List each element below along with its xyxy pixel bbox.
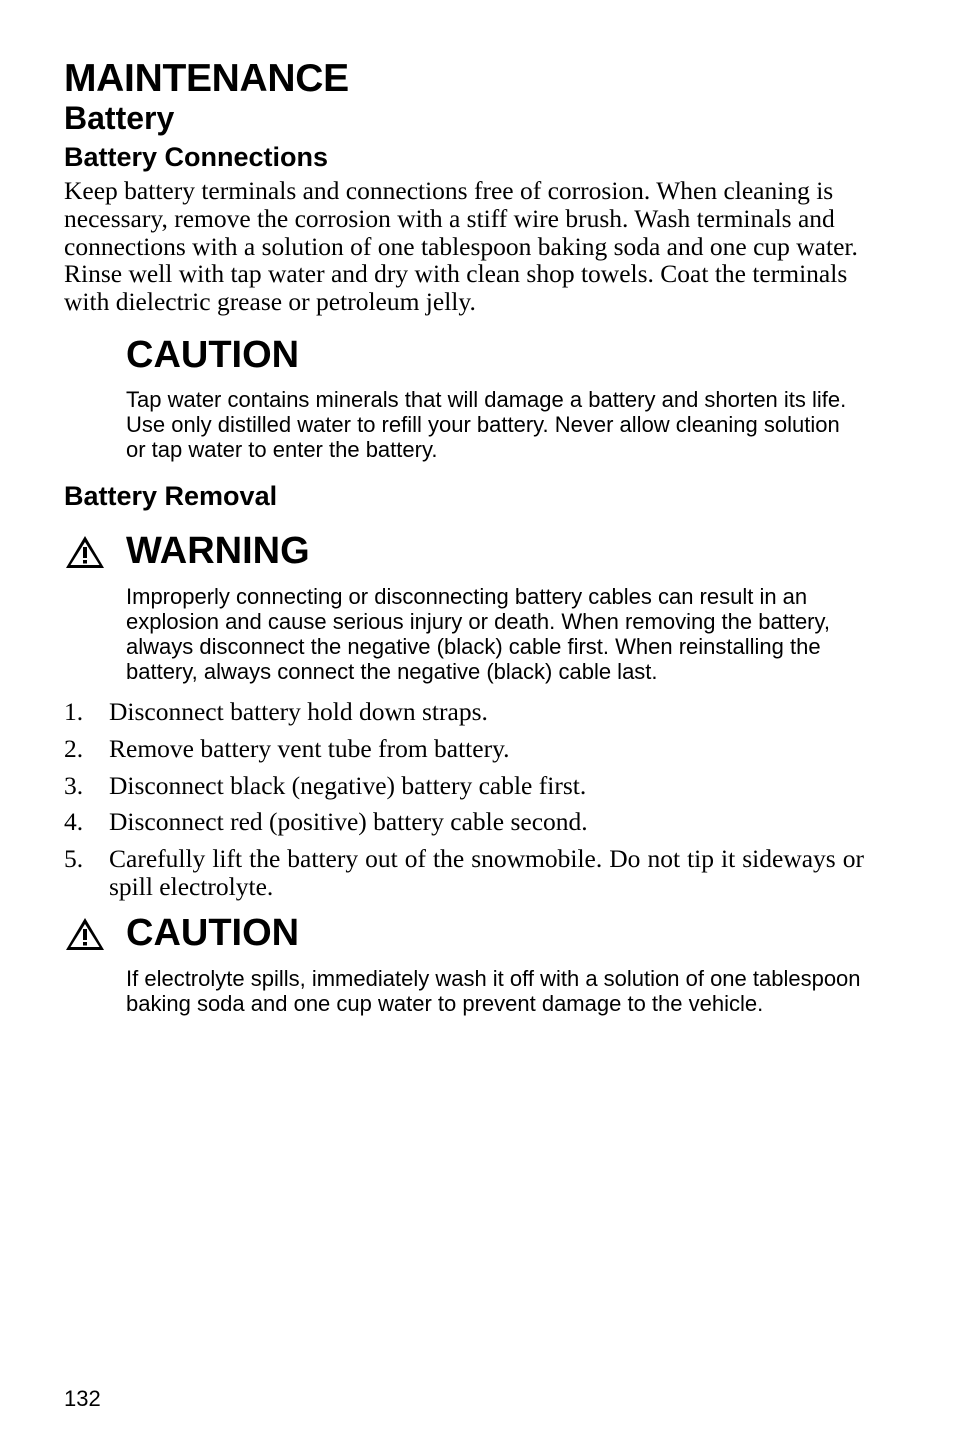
step-text: Disconnect red (positive) battery cable second.: [109, 807, 588, 837]
list-item: [64, 772, 864, 800]
subsection-title: Battery: [64, 100, 175, 136]
step-number: 3.: [64, 770, 84, 800]
connections-heading: Battery Connections: [64, 142, 329, 172]
warning-text: Improperly connecting or disconnecting battery cables can result in an explosion and cause serious injury or death. When removing the battery, always disconnect the negative (black) cable first. When reinstalling the battery, always connect the negative (black) cable last.: [126, 583, 830, 684]
caution-notice-1: [64, 332, 864, 462]
caution-title: CAUTION: [126, 333, 300, 376]
step-text: Carefully lift the battery out of the snowmobile. Do not tip it sideways or spill electrolyte.: [109, 844, 864, 901]
step-number: 1.: [64, 696, 84, 726]
caution-text: Tap water contains minerals that will damage a battery and shorten its life. Use only distilled water to refill your battery. Never allow cleaning solution or tap water to enter the battery.: [126, 386, 847, 462]
page-content: [64, 56, 864, 1016]
list-item: [64, 735, 864, 763]
step-text: Disconnect black (negative) battery cable first.: [109, 770, 587, 800]
list-item: [64, 698, 864, 726]
caution-notice-2: [64, 910, 864, 1016]
step-number: 4.: [64, 807, 84, 837]
warning-triangle-icon: [64, 916, 106, 952]
warning-triangle-icon: [64, 534, 106, 570]
caution-text: If electrolyte spills, immediately wash it off with a solution of one tablespoon baking soda and one cup water to prevent damage to the vehicle.: [126, 965, 861, 1016]
warning-notice: [64, 528, 864, 684]
removal-heading: Battery Removal: [64, 480, 278, 511]
section-title: MAINTENANCE: [64, 57, 349, 100]
warning-title: WARNING: [126, 529, 310, 572]
step-number: 2.: [64, 733, 84, 763]
step-text: Remove battery vent tube from battery.: [109, 733, 510, 763]
step-text: Disconnect battery hold down straps.: [109, 696, 488, 726]
connections-paragraph: Keep battery terminals and connections free of corrosion. When cleaning is necessary, remove the corrosion with a stiff wire brush. Wash terminals and connections with a solution of one tablespoon baking soda and one cup water. Rinse well with tap water and dry with clean shop towels. Coat the terminals with dielectric grease or petroleum jelly.: [64, 176, 858, 317]
list-item: [64, 845, 864, 901]
page-number: 132: [64, 1386, 101, 1411]
caution-title: CAUTION: [126, 911, 300, 954]
removal-steps: [64, 698, 864, 901]
step-number: 5.: [64, 844, 84, 874]
list-item: [64, 808, 864, 836]
